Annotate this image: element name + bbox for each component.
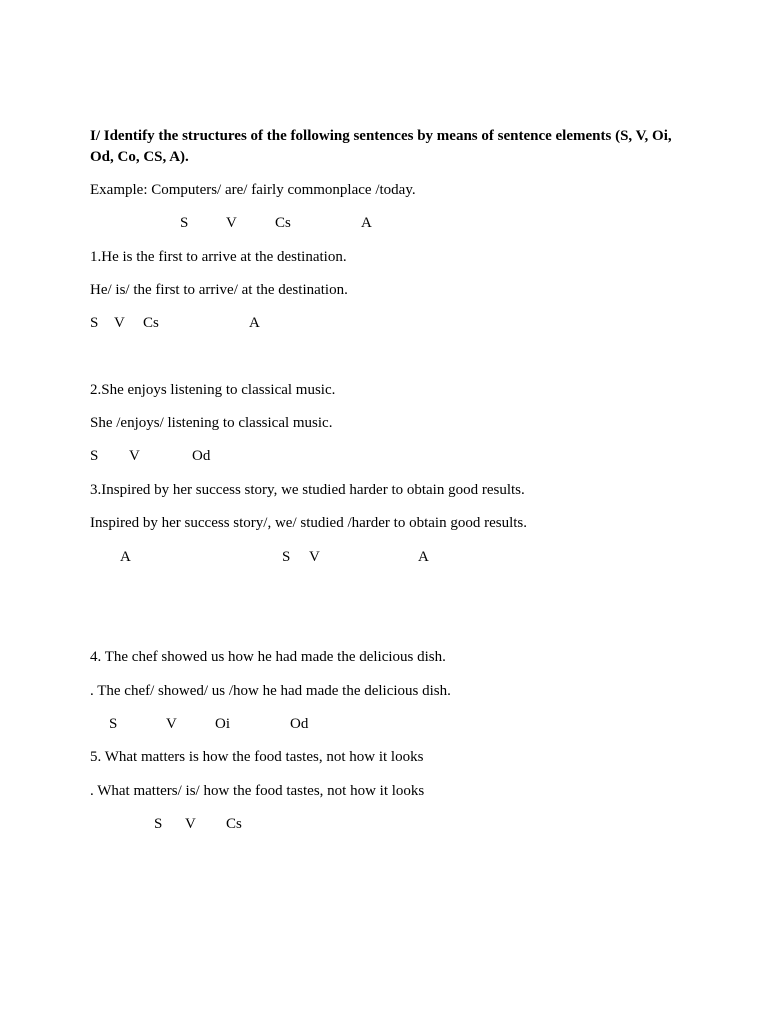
item-2-analysis: She /enjoys/ listening to classical music. [90,415,333,431]
example-label-cs: Cs [275,215,291,231]
item-3-label-a2: A [418,549,429,565]
example-label-s: S [180,215,189,231]
exercise-heading: I/ Identify the structures of the following sentences by means of sentence elements (S, V, Oi, Od, Co, CS, A). [90,128,672,165]
item-2-label-v: V [129,448,140,464]
item-5-analysis: . What matters/ is/ how the food tastes, not how it looks [90,783,425,799]
example-label-v: V [226,215,237,231]
item-3-label-a1: A [120,549,131,565]
item-1-label-a: A [249,315,260,331]
item-4-question: 4. The chef showed us how he had made the delicious dish. [90,649,446,665]
item-5-label-cs: Cs [226,816,242,832]
item-4-label-v: V [166,716,177,732]
item-2-question: 2.She enjoys listening to classical music. [90,382,336,398]
item-4-label-s: S [109,716,118,732]
item-2-label-s: S [90,448,99,464]
item-1-analysis: He/ is/ the first to arrive/ at the destination. [90,282,348,298]
item-5-label-v: V [185,816,196,832]
item-5-label-s: S [154,816,163,832]
item-3-analysis: Inspired by her success story/, we/ studied /harder to obtain good results. [90,515,527,531]
item-1-label-v: V [114,315,125,331]
item-3-label-s: S [282,549,291,565]
item-5-question: 5. What matters is how the food tastes, not how it looks [90,749,424,765]
item-2-label-od: Od [192,448,211,464]
item-1-label-cs: Cs [143,315,159,331]
example-sentence: Example: Computers/ are/ fairly commonplace /today. [90,182,416,198]
item-3-question: 3.Inspired by her success story, we studied harder to obtain good results. [90,482,525,498]
example-label-a: A [361,215,372,231]
item-1-question: 1.He is the first to arrive at the destination. [90,249,347,265]
item-4-label-od: Od [290,716,309,732]
item-3-label-v: V [309,549,320,565]
item-4-label-oi: Oi [215,716,230,732]
item-4-analysis: . The chef/ showed/ us /how he had made the delicious dish. [90,683,451,699]
item-1-label-s: S [90,315,99,331]
